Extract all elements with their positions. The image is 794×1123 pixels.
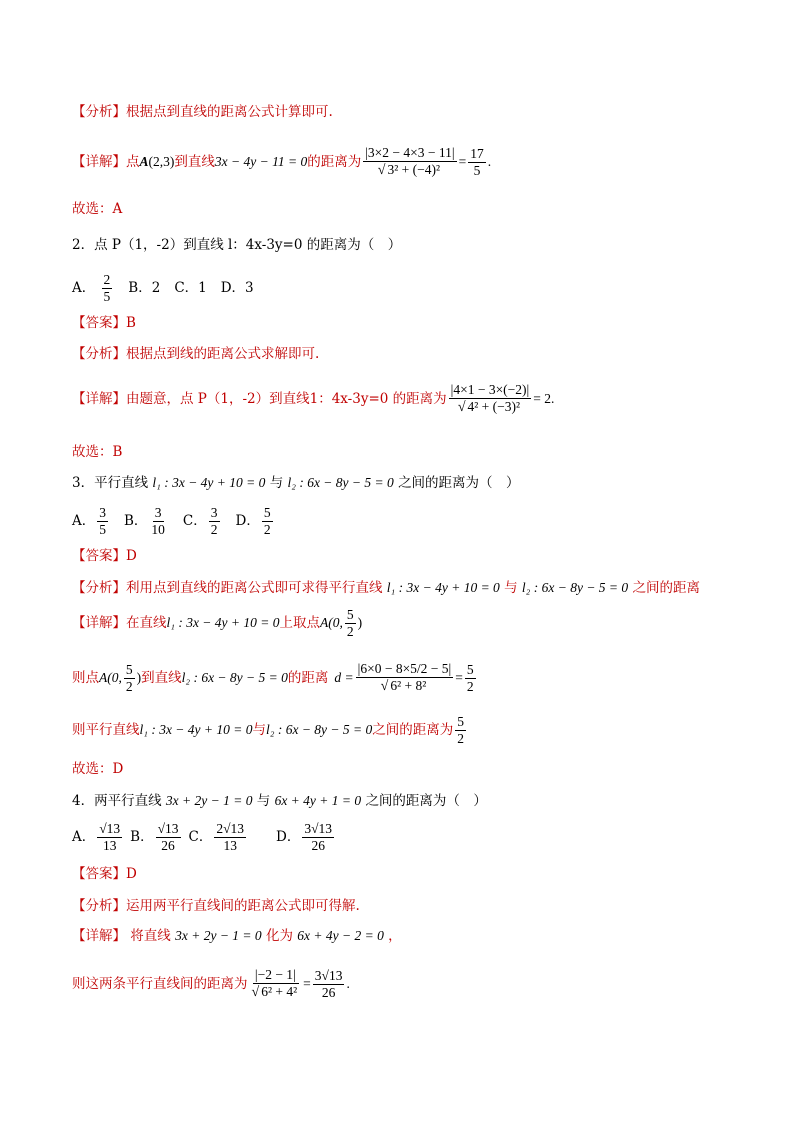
q3-conclusion	[72, 712, 468, 748]
radicand: 6² + 8²	[390, 678, 427, 693]
line-l2: l₂ : 6x − 8y − 5 = 0	[287, 475, 394, 490]
analysis-text: 运用两平行直线间的距离公式即可得解.	[126, 898, 360, 914]
option-a	[72, 505, 110, 538]
fraction-denominator: √ 4² + (−3)²	[457, 399, 521, 415]
line-equation-1: 3x + 2y − 1 = 0	[175, 928, 262, 943]
analysis-text: 之间的距离	[632, 580, 700, 596]
line-l1: l₁ : 3x − 4y + 10 = 0	[152, 475, 266, 490]
fraction-numerator: 3	[210, 504, 218, 520]
q2-stem: 2．点 P（1，-2）到直线 l：4x-3y=0 的距离为（ ）	[72, 237, 402, 253]
answer-letter: D	[126, 548, 137, 564]
option-c: C．1	[174, 280, 207, 296]
fraction-numerator: 5	[263, 504, 271, 520]
option-a	[72, 272, 114, 305]
q4-answer-line	[72, 865, 137, 883]
fraction-numerator: 3	[154, 504, 162, 520]
q3-answer: 故选：D	[72, 761, 124, 777]
answer-tag: 【答案】	[72, 866, 126, 882]
option-b	[124, 505, 169, 538]
detail-text: 到直线	[174, 154, 215, 170]
detail-text: 上取点	[279, 615, 321, 631]
period: .	[487, 154, 492, 169]
detail-text: 由题意，点 P（1，-2）到直线1：4x-3y=0 的距离为	[126, 391, 447, 407]
option-label: D．	[235, 512, 260, 529]
answer-tag: 【答案】	[72, 548, 126, 564]
fraction-numerator: 2	[103, 271, 111, 287]
radicand: 6² + 4²	[261, 984, 298, 999]
period: .	[346, 976, 350, 991]
q3-distance	[72, 650, 478, 706]
fraction-denominator: 5	[99, 521, 106, 537]
distance-fraction	[363, 145, 456, 179]
analysis-tag: 【分析】	[72, 346, 126, 362]
analysis-text: 根据点到直线的距离公式计算即可.	[126, 104, 333, 120]
line-equation-2: 6x + 4y + 1 = 0	[274, 793, 362, 808]
detail-text: 的距离	[287, 670, 329, 686]
detail-text: 则平行直线	[72, 722, 140, 738]
analysis-tag: 【分析】	[72, 104, 126, 120]
option-label: A．	[72, 828, 96, 845]
option-a	[72, 821, 124, 854]
analysis-text: 与	[504, 580, 518, 596]
fraction-denominator: √ 6² + 8²	[380, 678, 427, 694]
analysis-text: 根据点到线的距离公式求解即可.	[126, 346, 320, 362]
detail-text: 的距离为	[307, 154, 362, 170]
fraction-numerator: |4×1 − 3×(−2)|	[450, 382, 530, 397]
paren: )	[136, 670, 142, 685]
detail-tag: 【详解】	[72, 391, 126, 407]
detail-text: 化为	[265, 928, 293, 944]
stem-text: 之间的距离为（ ）	[398, 475, 520, 491]
fraction-numerator: √13	[157, 820, 179, 836]
option-label: A．	[72, 512, 96, 529]
point-a: A(0,	[99, 670, 122, 685]
radicand: 4² + (−3)²	[467, 399, 521, 414]
line-l2: l₂ : 6x − 8y − 5 = 0	[181, 670, 288, 685]
fraction-denominator: 26	[321, 984, 336, 1000]
line-l1: l₁ : 3x − 4y + 10 = 0	[166, 615, 280, 630]
detail-text: 之间的距离为	[372, 722, 454, 738]
fraction-numerator: |6×0 − 8×5/2 − 5|	[357, 661, 452, 676]
fraction-denominator: 2	[466, 678, 474, 694]
distance-fraction	[250, 967, 302, 1001]
line-l2: l₂ : 6x − 8y − 5 = 0	[266, 722, 373, 737]
q3-analysis	[72, 579, 700, 597]
q2-options	[72, 270, 268, 306]
fraction-denominator: 2	[125, 678, 133, 694]
fraction-numerator: |−2 − 1|	[254, 967, 296, 982]
stem-text: 之间的距离为（ ）	[365, 793, 487, 809]
detail-text: ，	[388, 928, 402, 944]
paren: )	[357, 615, 363, 630]
stem-text: 与	[256, 793, 271, 809]
line-l2: l₂ : 6x − 8y − 5 = 0	[521, 580, 629, 595]
fraction-numerator: 5	[457, 713, 465, 729]
option-label: C．	[188, 828, 213, 845]
fraction-denominator: 2	[210, 521, 218, 537]
fraction-numerator: |3×2 − 4×3 − 11|	[365, 145, 455, 160]
q1-answer: 故选：A	[72, 201, 123, 217]
detail-text: 与	[252, 722, 267, 738]
line-equation-1: 3x + 2y − 1 = 0	[165, 793, 253, 808]
option-label: A．	[72, 279, 96, 296]
period: .	[551, 391, 555, 406]
q4-detail	[72, 927, 402, 945]
analysis-text: 利用点到直线的距离公式即可求得平行直线	[126, 580, 383, 596]
q1-analysis	[72, 103, 333, 121]
line-l1: l₁ : 3x − 4y + 10 = 0	[139, 722, 253, 737]
q4-options	[72, 818, 350, 856]
q4-analysis	[72, 897, 360, 915]
q1-detail	[72, 142, 491, 182]
point-a: A(0,	[320, 615, 343, 630]
fraction-denominator: √ 6² + 4²	[251, 984, 298, 1000]
point-label: A	[139, 154, 149, 169]
option-label: B．	[130, 828, 154, 845]
option-label: C．	[182, 512, 207, 529]
q2-answer-line	[72, 314, 136, 332]
answer-tag: 【答案】	[72, 315, 126, 331]
point-coords: (2,3)	[148, 154, 175, 169]
stem-text: 与	[269, 475, 284, 491]
stem-text: 4．两平行直线	[72, 793, 162, 809]
fraction-numerator: 3	[99, 504, 106, 520]
result: = 2	[533, 391, 551, 406]
analysis-tag: 【分析】	[72, 580, 126, 596]
line-equation: 3x − 4y − 11 = 0	[214, 154, 308, 169]
distance-fraction	[356, 661, 454, 695]
detail-tag: 【详解】	[72, 154, 126, 170]
equals: =	[303, 976, 311, 991]
q3-stem	[72, 474, 520, 492]
fraction-denominator: 2	[263, 521, 271, 537]
q3-answer-line	[72, 547, 137, 565]
fraction-numerator: √13	[99, 820, 121, 836]
fraction-denominator: 26	[311, 837, 325, 853]
analysis-tag: 【分析】	[72, 898, 126, 914]
d-label: d =	[334, 670, 354, 685]
stem-text: 3．平行直线	[72, 475, 149, 491]
equals: =	[455, 670, 463, 685]
answer-letter: D	[126, 866, 137, 882]
fraction-numerator: 5	[466, 661, 474, 677]
detail-text: 则点	[72, 670, 99, 686]
detail-text: 在直线	[126, 615, 167, 631]
detail-tag: 【详解】	[72, 928, 126, 944]
detail-text: 则这两条平行直线间的距离为	[72, 976, 248, 992]
option-d: D．3	[220, 280, 254, 296]
fraction-denominator: 5	[103, 288, 111, 304]
option-label: D．	[276, 828, 301, 845]
distance-fraction	[449, 382, 532, 416]
equals: =	[458, 154, 467, 169]
fraction-denominator: 13	[223, 837, 237, 853]
line-equation-2: 6x + 4y − 2 = 0	[297, 928, 384, 943]
fraction-denominator: 10	[151, 521, 165, 537]
fraction-denominator: 26	[161, 837, 175, 853]
q2-answer: 故选：B	[72, 444, 123, 460]
option-c	[189, 821, 249, 854]
option-c	[183, 505, 222, 538]
option-b: B．2	[128, 280, 161, 296]
answer-letter: B	[126, 315, 136, 331]
detail-text: 将直线	[130, 928, 171, 944]
fraction-denominator: 2	[457, 730, 465, 746]
fraction-denominator: 13	[102, 837, 117, 853]
radicand: 3² + (−4)²	[387, 162, 441, 177]
option-d	[276, 821, 336, 854]
line-l1: l₁ : 3x − 4y + 10 = 0	[386, 580, 500, 595]
q3-detail	[72, 606, 362, 640]
fraction-numerator: 5	[125, 661, 133, 677]
result-fraction	[468, 146, 486, 179]
detail-text: 到直线	[141, 670, 182, 686]
option-d	[236, 505, 275, 538]
q3-options	[72, 502, 289, 540]
fraction-denominator: √ 3² + (−4)²	[377, 162, 441, 178]
q2-analysis	[72, 345, 319, 363]
fraction-numerator: 3√13	[314, 967, 343, 983]
detail-tag: 【详解】	[72, 615, 126, 631]
detail-text: 点	[126, 154, 140, 170]
fraction-denominator: 2	[346, 623, 354, 639]
fraction-numerator: 17	[470, 145, 484, 161]
fraction-numerator: 3√13	[304, 820, 333, 836]
q4-final	[72, 962, 350, 1006]
fraction-numerator: 5	[346, 606, 354, 622]
q2-detail	[72, 376, 554, 422]
fraction-denominator: 5	[473, 162, 481, 178]
q4-stem	[72, 792, 487, 810]
option-b	[130, 821, 182, 854]
option-label: B．	[124, 512, 148, 529]
fraction-numerator: 2√13	[216, 820, 245, 836]
